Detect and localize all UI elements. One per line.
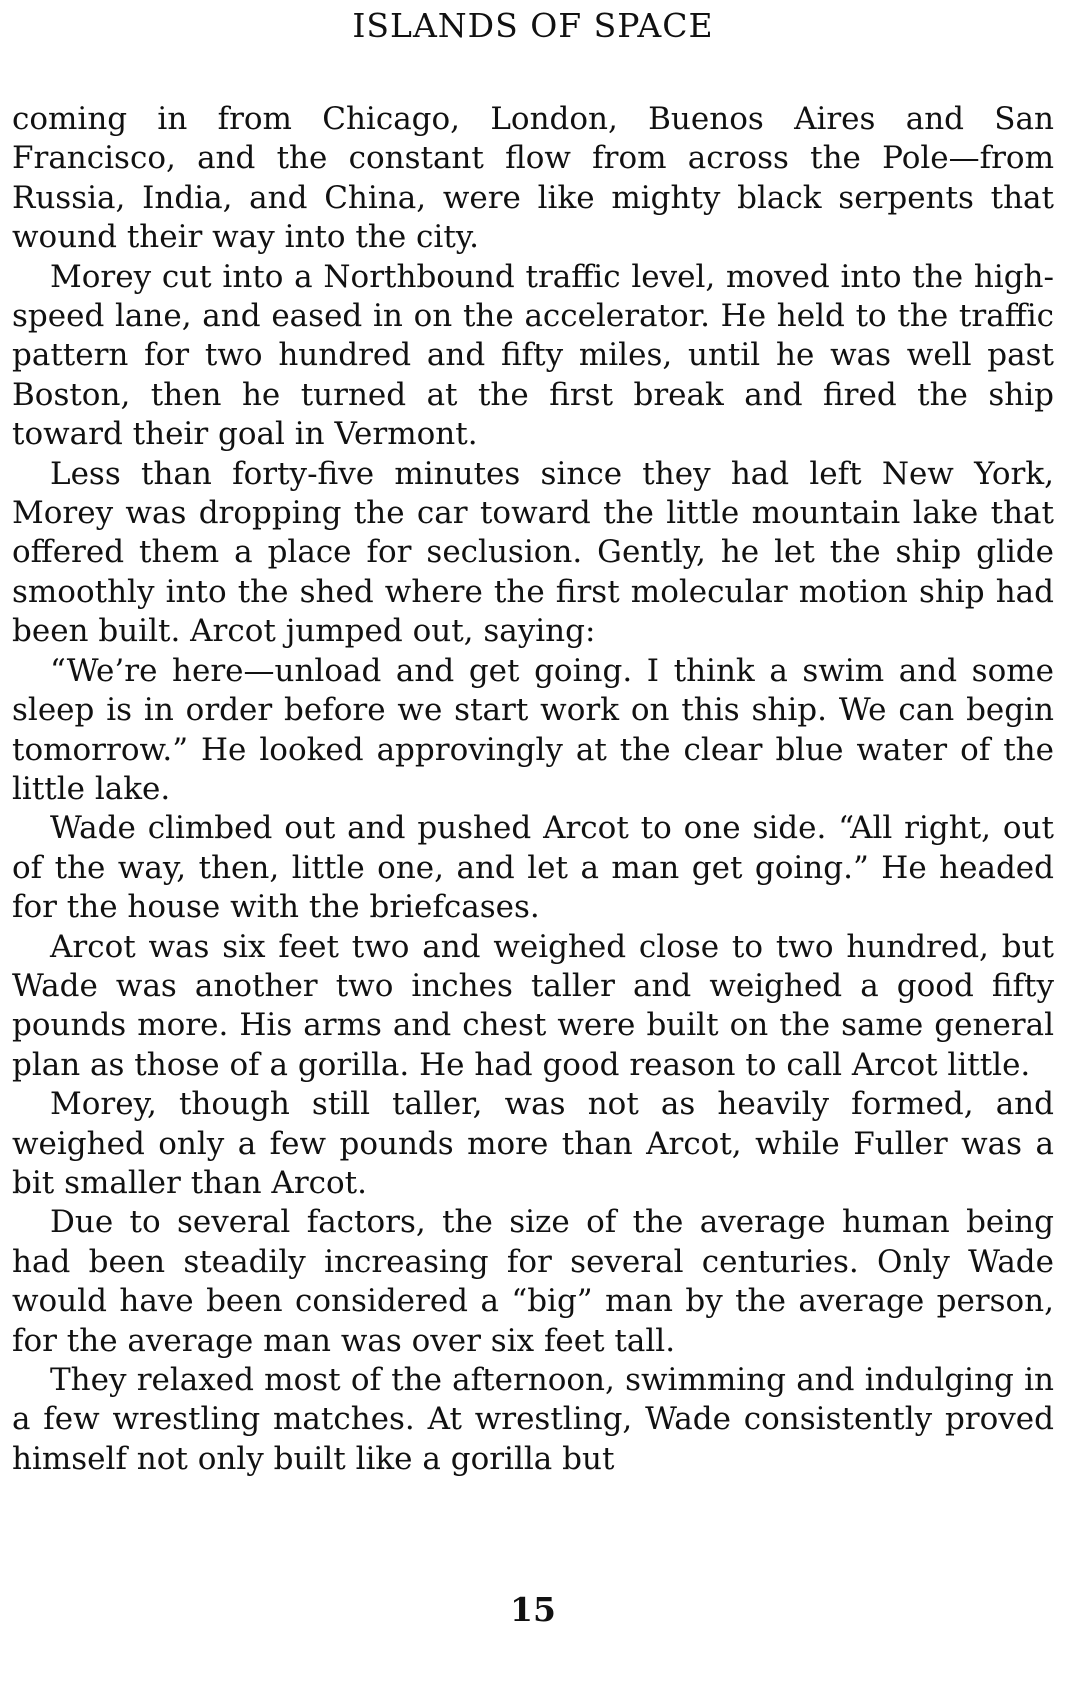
paragraph: Morey, though still taller, was not as heavily formed, and weighed only a few pounds more than Arcot, while Fuller was a bit smaller than Arcot. — [12, 1086, 1054, 1201]
paragraph: They relaxed most of the afternoon, swimming and indulging in a few wrestling matches. At wrestling, Wade consistently proved himself not only built like a gorilla but — [12, 1362, 1054, 1477]
paragraph: Less than forty-five minutes since they had left New York, Morey was dropping the car toward the little mountain lake that offered them a place for seclusion. Gently, he let the ship glide smoothly into the shed where the first molecular motion ship had been built. Arcot jumped out, saying: — [12, 455, 1054, 650]
running-head: ISLANDS OF SPACE — [352, 6, 714, 45]
paragraph: Morey cut into a Northbound traffic level, moved into the high-speed lane, and eased in on the accelerator. He held to the traffic pattern for two hundred and fifty miles, until he was well past Boston, then he turned at the first break and fired the ship toward their goal in Vermont. — [12, 258, 1054, 453]
page-number: 15 — [510, 1590, 556, 1629]
body-text — [12, 100, 1054, 1479]
paragraph: “We’re here—unload and get going. I think a swim and some sleep is in order before we start work on this ship. We can begin tomorrow.” He looked approvingly at the clear blue water of the little lake. — [12, 652, 1054, 807]
paragraph: Wade climbed out and pushed Arcot to one side. “All right, out of the way, then, little one, and let a man get going.” He headed for the house with the briefcases. — [12, 810, 1054, 926]
paragraph: Due to several factors, the size of the average human being had been steadily increasing for several centuries. Only Wade would have been considered a “big” man by the average person, for the average man was over six feet tall. — [12, 1204, 1054, 1359]
paragraph: Arcot was six feet two and weighed close to two hundred, but Wade was another two inches taller and weighed a good fifty pounds more. His arms and chest were built on the same general plan as those of a gorilla. He had good reason to call Arcot little. — [12, 928, 1054, 1083]
paragraph: coming in from Chicago, London, Buenos Aires and San Francisco, and the constant flow from across the Pole—from Russia, India, and China, were like mighty black serpents that wound their way into the city. — [12, 101, 1054, 256]
